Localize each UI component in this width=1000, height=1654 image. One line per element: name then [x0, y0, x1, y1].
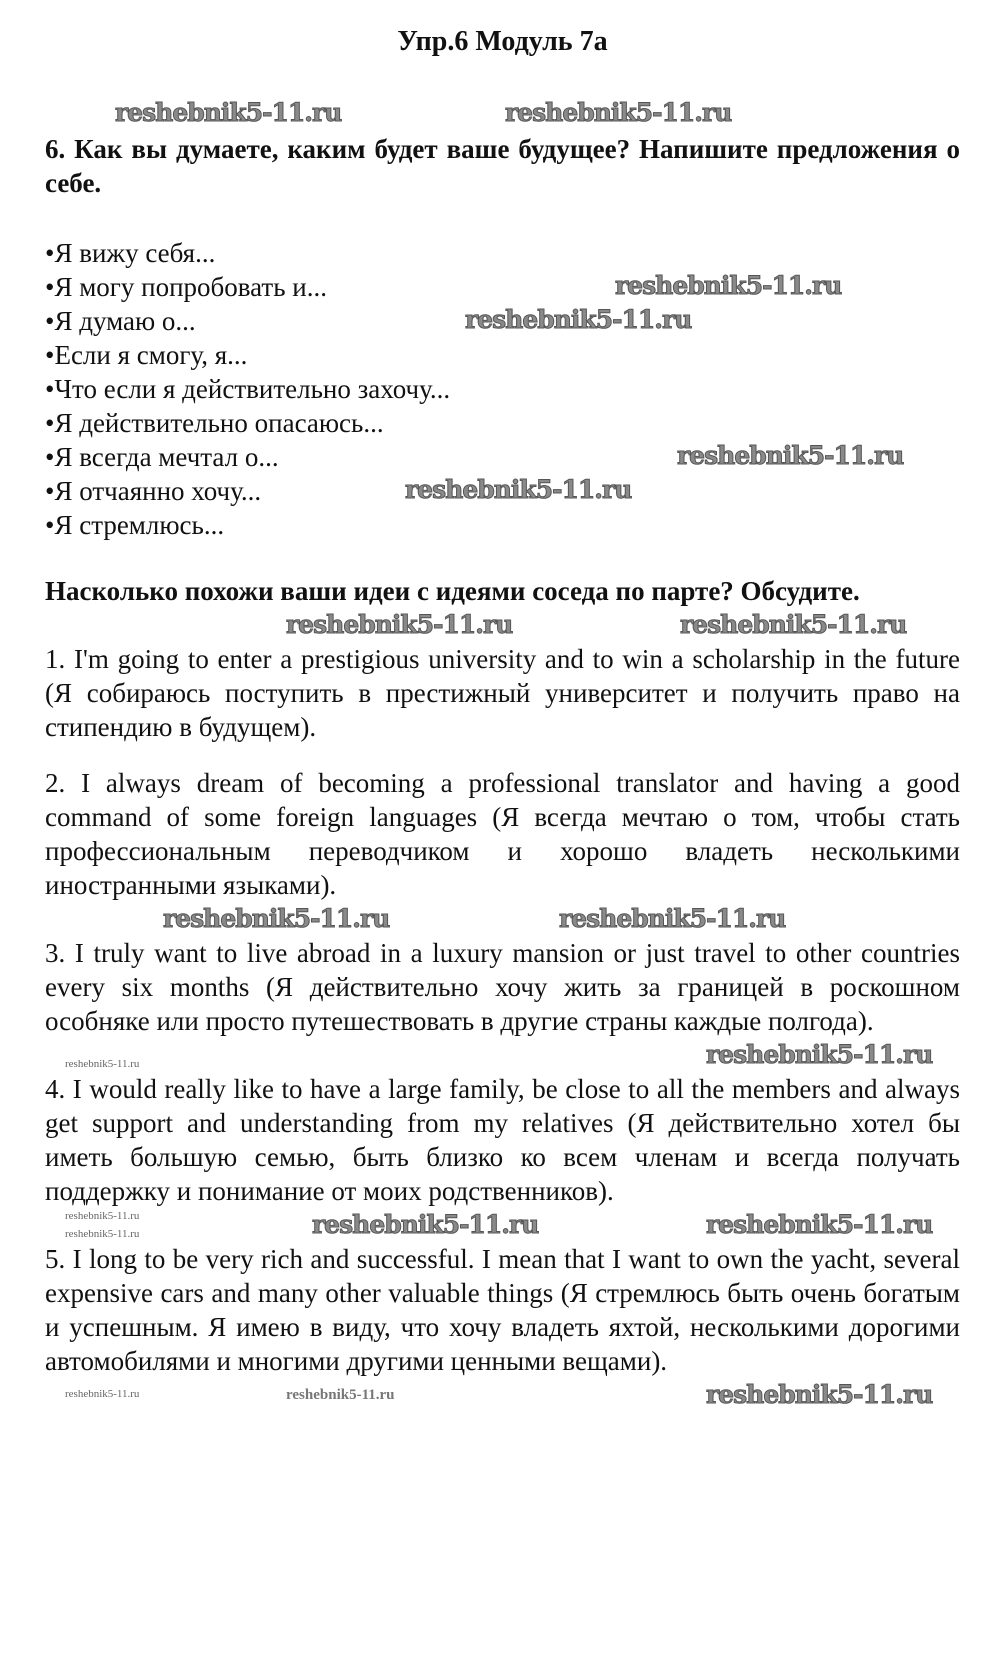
prompt-list	[45, 236, 960, 542]
list-item-text: • Я всегда мечтал о...	[45, 442, 279, 472]
watermark-small: reshebnik5-11.ru	[65, 1058, 140, 1070]
watermark-row	[45, 96, 960, 130]
task-heading: 6. Как вы думаете, каким будет ваше будущее? Напишите предложения о себе.	[45, 134, 960, 198]
watermark: reshebnik5-11.ru	[706, 1380, 933, 1409]
answer-paragraph: 2. I always dream of becoming a professional translator and having a good command of some foreign languages (Я всегда мечтаю о том, чтобы стать профессиональным переводчиком и хорошо владеть несколькими иностранными языками).	[45, 768, 960, 900]
list-item	[45, 508, 960, 542]
list-item-text: • Я действительно опасаюсь...	[45, 408, 384, 438]
list-item	[45, 338, 960, 372]
list-item	[45, 270, 960, 304]
list-item-text: • Я вижу себя...	[45, 238, 215, 268]
watermark-row	[45, 1208, 960, 1242]
watermark: reshebnik5-11.ru	[286, 610, 513, 639]
watermark-small: reshebnik5-11.ru	[65, 1388, 140, 1400]
list-item	[45, 406, 960, 440]
list-item-text: • Я думаю о...	[45, 306, 196, 336]
watermark-small: reshebnik5-11.ru	[65, 1210, 140, 1222]
watermark: reshebnik5-11.ru	[615, 271, 842, 300]
watermark-row	[45, 1038, 960, 1072]
list-item	[45, 304, 960, 338]
watermark-row	[45, 608, 960, 642]
watermark: reshebnik5-11.ru	[706, 1040, 933, 1069]
list-item-text: • Если я смогу, я...	[45, 340, 247, 370]
list-item	[45, 474, 960, 508]
page-title: Упр.6 Модуль 7а	[397, 26, 608, 57]
list-item-text: • Я отчаянно хочу...	[45, 476, 261, 506]
list-item	[45, 236, 960, 270]
watermark: reshebnik5-11.ru	[115, 98, 342, 127]
watermark-small: reshebnik5-11.ru	[286, 1387, 395, 1403]
watermark-row	[45, 1378, 960, 1412]
watermark: reshebnik5-11.ru	[677, 441, 904, 470]
answer-paragraph: 1. I'm going to enter a prestigious university and to win a scholarship in the future (Я собираюсь поступить в престижный университет и получить право на стипендию в будущем).	[45, 644, 960, 742]
answer-paragraph: 4. I would really like to have a large family, be close to all the members and always get support and understanding from my relatives (Я действительно хотел бы иметь большую семью, быть близко ко всем членам и всегда получать поддержку и понимание от моих родственников).	[45, 1074, 960, 1206]
list-item-text: • Что если я действительно захочу...	[45, 374, 450, 404]
answer-paragraph: 5. I long to be very rich and successful. I mean that I want to own the yacht, several expensive cars and many other valuable things (Я стремлюсь быть очень богатым и успешным. Я имею в виду, что хочу владеть яхтой, несколькими дорогими автомобилями и многими другими ценными вещами).	[45, 1244, 960, 1376]
watermark: reshebnik5-11.ru	[706, 1210, 933, 1239]
discussion-heading: Насколько похожи ваши идеи с идеями соседа по парте? Обсудите.	[45, 576, 860, 606]
list-item	[45, 440, 960, 474]
list-item-text: • Я могу попробовать и...	[45, 272, 327, 302]
answer-paragraph: 3. I truly want to live abroad in a luxury mansion or just travel to other countries every six months (Я действительно хочу жить за границей в роскошном особняке или просто путешествовать в другие страны каждые полгода).	[45, 938, 960, 1036]
watermark-small: reshebnik5-11.ru	[65, 1228, 140, 1240]
list-item-text: • Я стремлюсь...	[45, 510, 224, 540]
list-item	[45, 372, 960, 406]
watermark: reshebnik5-11.ru	[312, 1210, 539, 1239]
watermark: reshebnik5-11.ru	[680, 610, 907, 639]
watermark: reshebnik5-11.ru	[163, 904, 390, 933]
watermark: reshebnik5-11.ru	[405, 475, 632, 504]
watermark: reshebnik5-11.ru	[559, 904, 786, 933]
watermark: reshebnik5-11.ru	[465, 305, 692, 334]
watermark: reshebnik5-11.ru	[505, 98, 732, 127]
watermark-row	[45, 902, 960, 936]
document-page	[45, 24, 960, 1412]
